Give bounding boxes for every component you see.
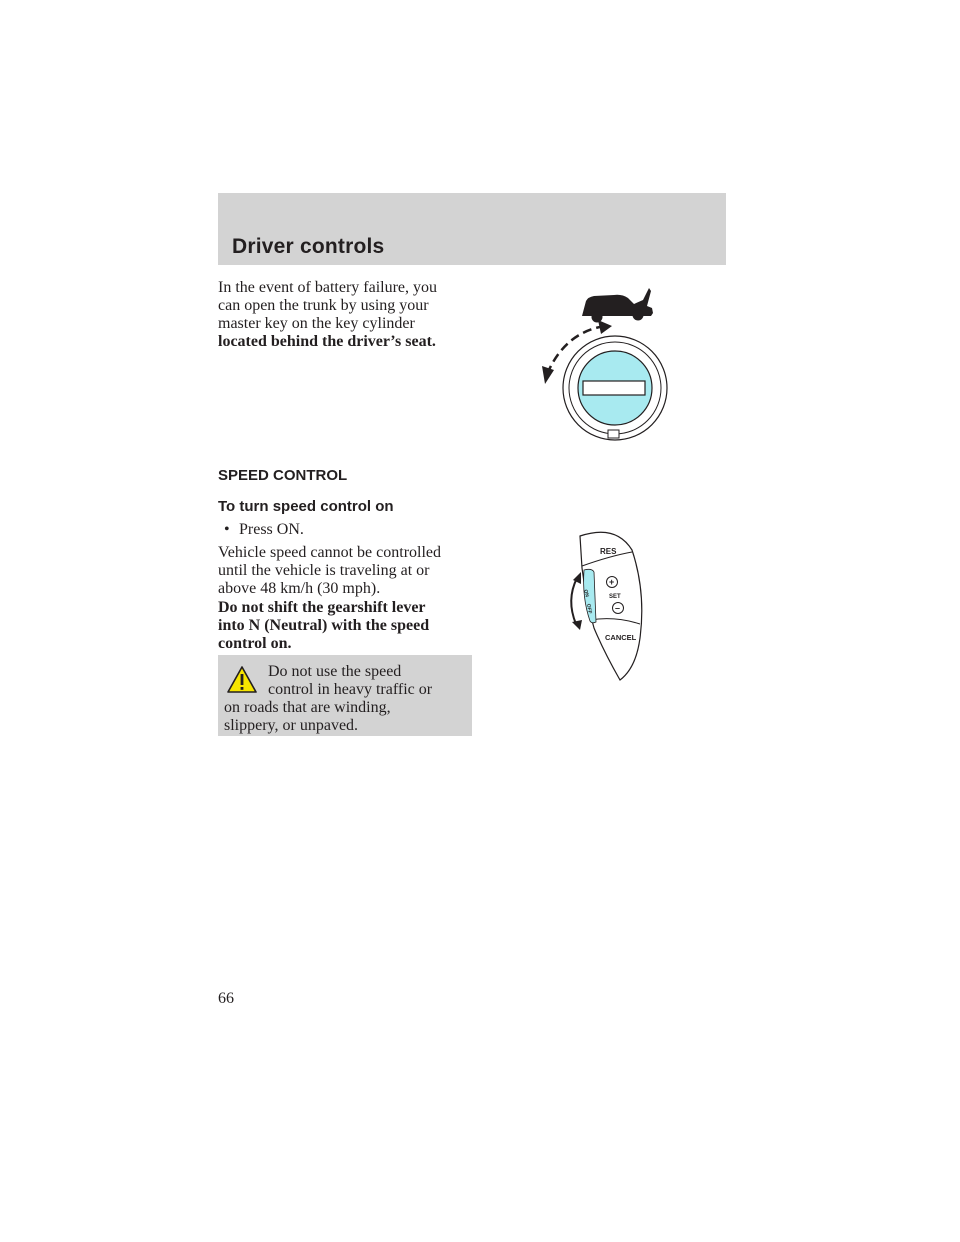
warning-line: Do not use the speed: [268, 663, 402, 680]
gearshift-caution: [218, 599, 478, 653]
intro-line: can open the trunk by using your: [218, 297, 429, 314]
cancel-label: CANCEL: [605, 633, 637, 642]
bullet-dot: •: [224, 521, 230, 538]
warning-line: slippery, or unpaved.: [224, 717, 359, 734]
speed-paragraph: [218, 544, 478, 598]
warning-line: control in heavy traffic or: [268, 681, 433, 698]
bullet-item: [218, 521, 304, 539]
header-band: [218, 193, 726, 265]
warning-box: [218, 655, 472, 736]
section-title: Driver controls: [232, 235, 385, 258]
intro-line-bold: located behind the driver’s seat.: [218, 333, 436, 350]
caution-line: control on.: [218, 635, 292, 652]
on-off-toggle: [582, 569, 596, 622]
speed-line: Vehicle speed cannot be controlled: [218, 544, 442, 561]
toggle-arrow-icon: [571, 572, 582, 630]
trunk-key-cylinder-illustration: [530, 280, 680, 442]
on-label: ON: [582, 588, 590, 598]
speed-control-switch-illustration: [560, 528, 660, 686]
bullet-text: Press ON.: [239, 521, 304, 538]
off-label: OFF: [585, 603, 593, 615]
plus-label: +: [609, 577, 615, 587]
intro-line: In the event of battery failure, you: [218, 279, 438, 296]
speed-line: above 48 km/h (30 mph).: [218, 580, 381, 597]
speed-line: until the vehicle is traveling at or: [218, 562, 430, 579]
car-trunk-open-icon: [582, 288, 653, 323]
minus-label: –: [615, 603, 621, 613]
warning-line: on roads that are winding,: [224, 699, 391, 716]
warning-triangle-icon: [226, 665, 258, 695]
speed-control-subheading: To turn speed control on: [218, 498, 394, 515]
caution-line: Do not shift the gearshift lever: [218, 599, 426, 616]
intro-line: master key on the key cylinder: [218, 315, 415, 332]
key-cylinder-icon: [563, 336, 667, 440]
intro-paragraph: [218, 279, 478, 351]
caution-line: into N (Neutral) with the speed: [218, 617, 430, 634]
speed-control-heading: SPEED CONTROL: [218, 467, 348, 484]
res-label: RES: [600, 547, 617, 556]
page-number: 66: [218, 990, 234, 1007]
set-label: SET: [609, 594, 621, 600]
